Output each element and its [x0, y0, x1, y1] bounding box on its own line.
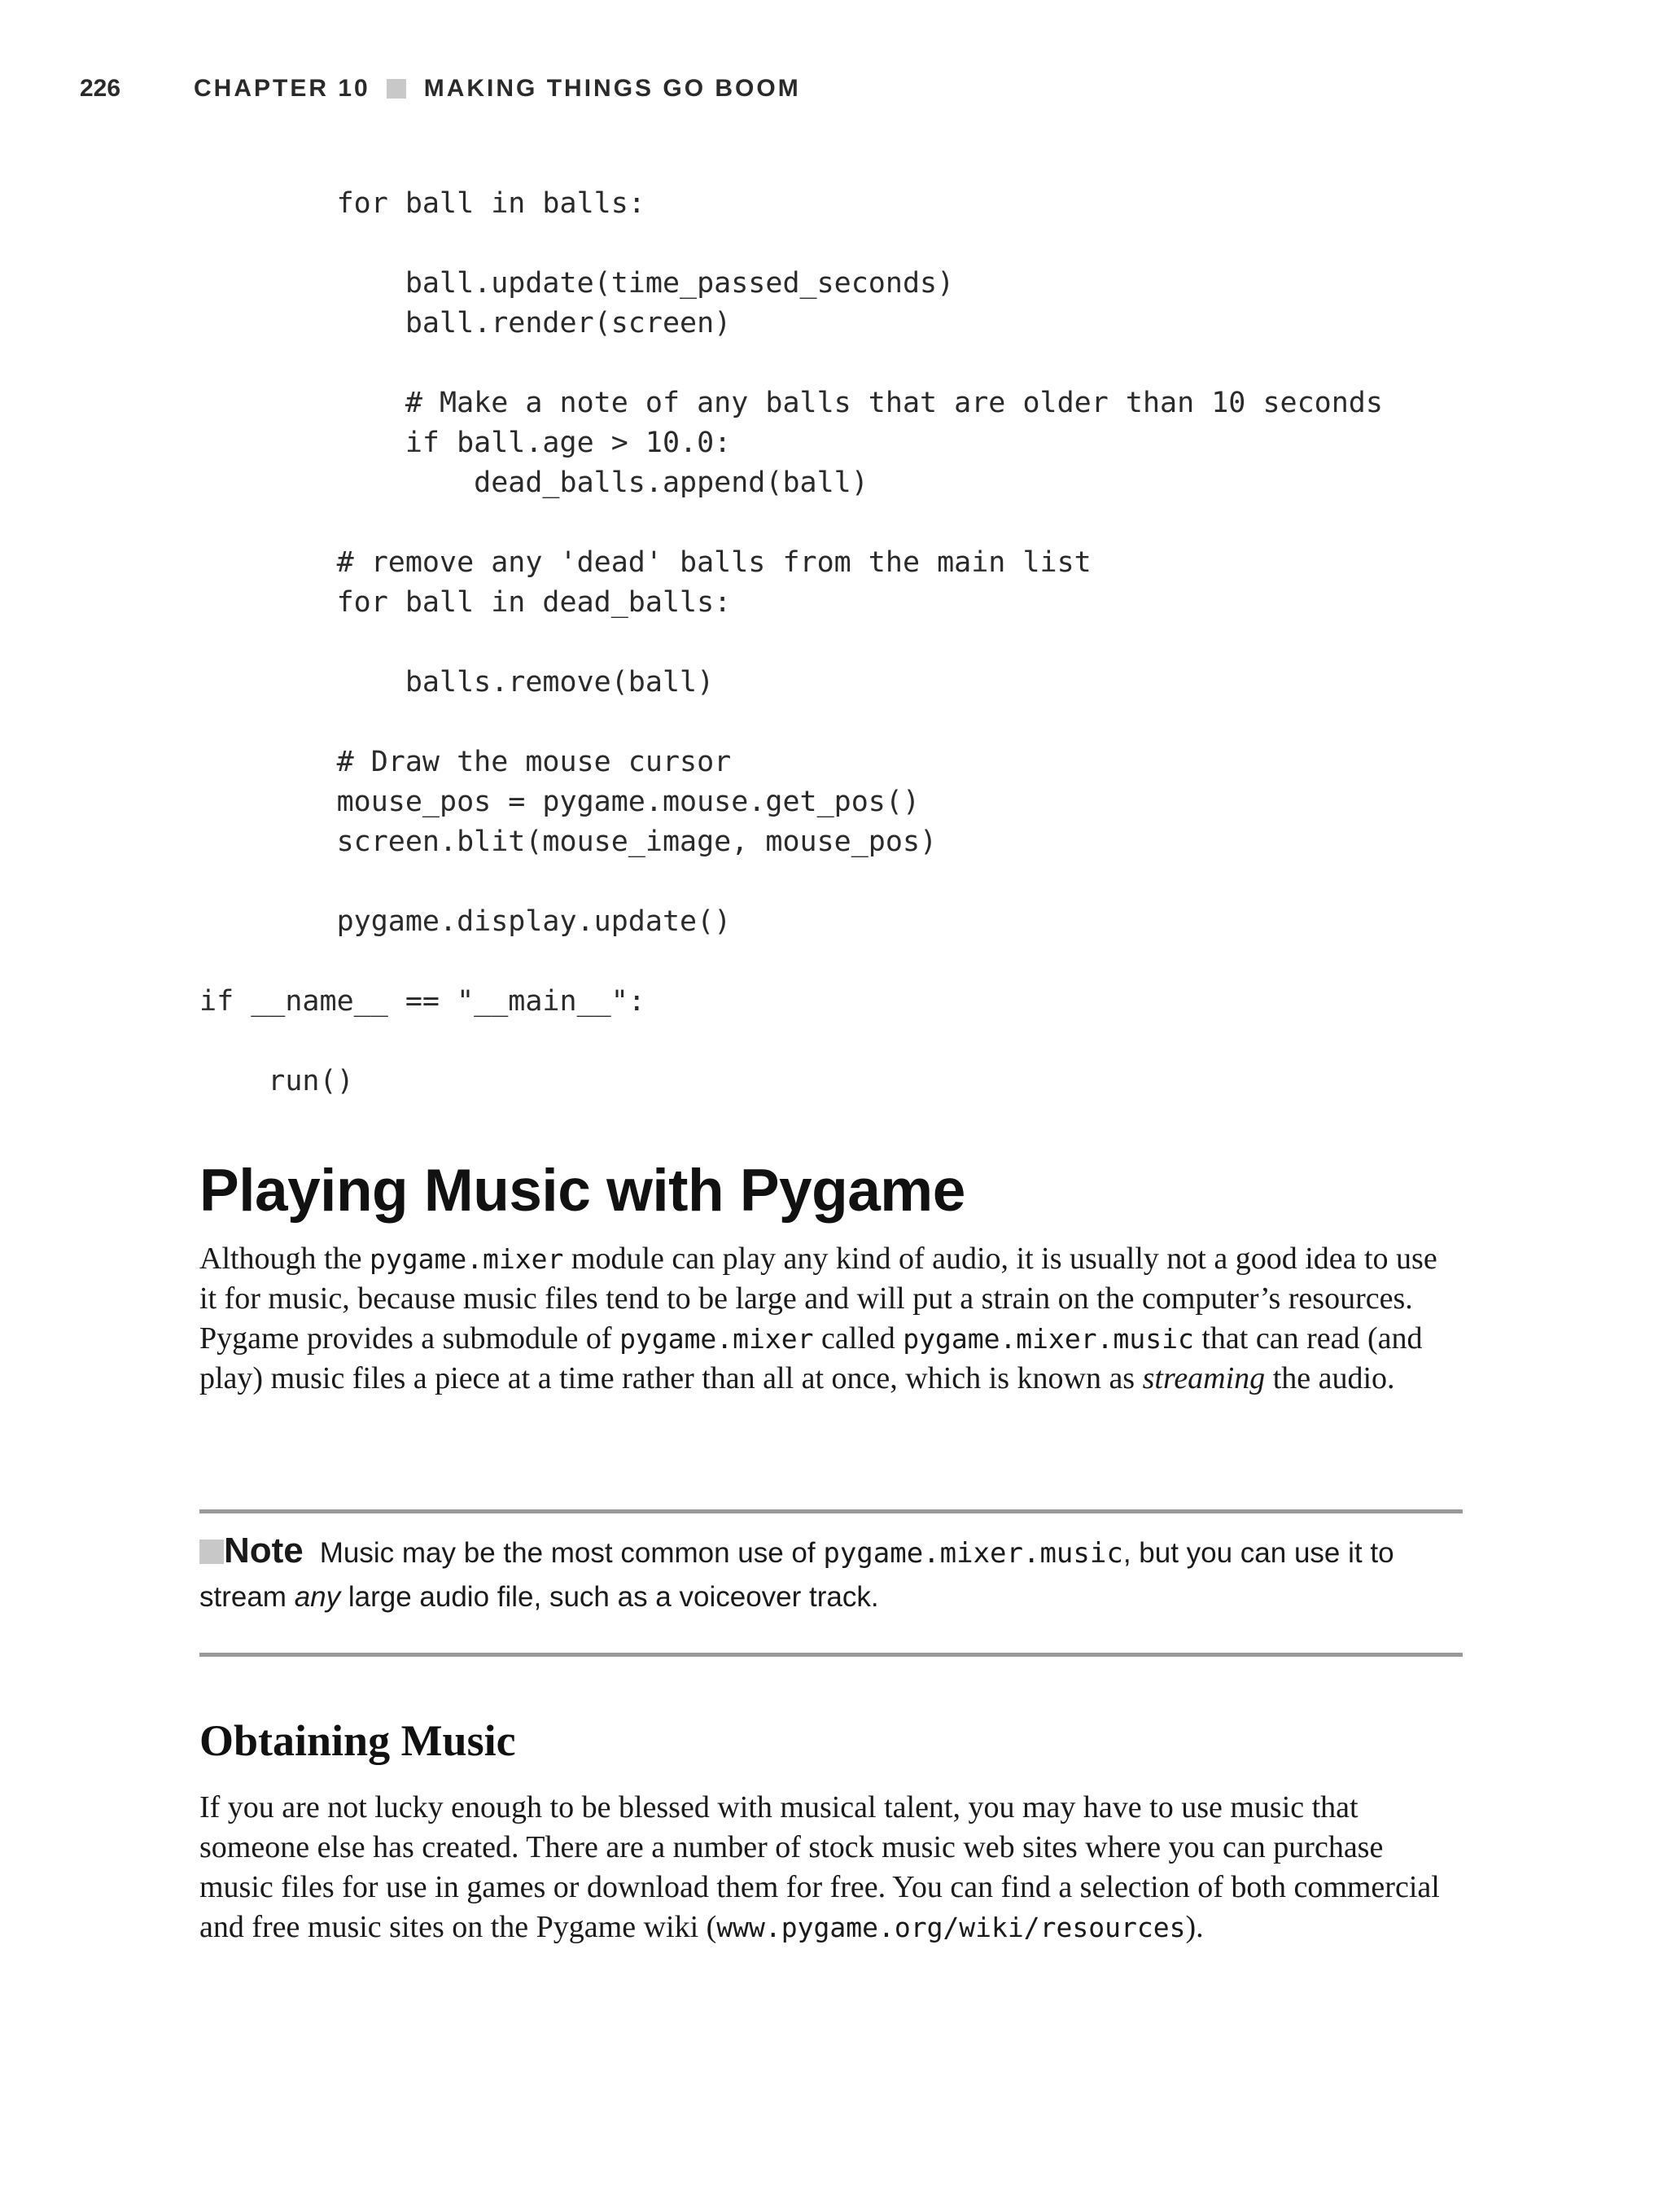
note-top-rule: [199, 1509, 1463, 1513]
text-run: called: [813, 1321, 904, 1356]
code-line: # remove any 'dead' balls from the main list: [199, 546, 1092, 579]
code-listing: [199, 184, 1383, 1102]
subsection-paragraph: [199, 1788, 1461, 1947]
inline-code: pygame.mixer.music: [903, 1323, 1194, 1355]
inline-code: pygame.mixer: [369, 1243, 564, 1275]
code-line: [199, 623, 1383, 663]
text-run: that can read (and play) music files a piece at a time rather than all at once, which is known as: [199, 1321, 1423, 1395]
code-line: for ball in dead_balls:: [199, 586, 732, 619]
running-head: [80, 75, 801, 103]
code-line: [199, 862, 1383, 902]
emphasis: streaming: [1142, 1361, 1266, 1395]
code-line: if ball.age > 10.0:: [199, 427, 732, 459]
inline-code: pygame.mixer.music: [823, 1537, 1123, 1570]
note-box: [199, 1529, 1469, 1618]
code-line: if __name__ == "__main__":: [199, 985, 645, 1018]
code-line: dead_balls.append(ball): [199, 466, 869, 499]
code-line: balls.remove(ball): [199, 666, 715, 699]
inline-code: pygame.mixer: [619, 1323, 814, 1355]
code-line: [199, 703, 1383, 742]
note-square-icon: [199, 1540, 224, 1564]
text-run: Music may be the most common use of: [319, 1537, 824, 1569]
emphasis: any: [294, 1581, 341, 1613]
note-label: Note: [224, 1531, 304, 1570]
code-line: ball.update(time_passed_seconds): [199, 267, 955, 300]
code-line: [199, 503, 1383, 543]
chapter-title: MAKING THINGS GO BOOM: [423, 75, 801, 102]
page-number: 226: [80, 75, 121, 102]
code-line: [199, 1022, 1383, 1062]
text-run: large audio file, such as a voiceover track.: [340, 1581, 879, 1613]
section-paragraph: [199, 1239, 1461, 1399]
code-line: [199, 224, 1383, 264]
code-line: pygame.display.update(): [199, 905, 732, 938]
code-line: mouse_pos = pygame.mouse.get_pos(): [199, 786, 921, 818]
code-line: run(): [199, 1065, 354, 1097]
code-line: [199, 942, 1383, 982]
section-heading: Playing Music with Pygame: [199, 1158, 965, 1224]
chapter-number: CHAPTER 10: [194, 75, 370, 102]
square-bullet-icon: [387, 79, 406, 99]
text-run: , but you can use it to stream: [199, 1537, 1394, 1613]
text-run: module can play any kind of audio, it is usually not a good idea to use it for music, because music files tend to be large and will put a strain on the computer’s resources. Pygame provides a submodule of: [199, 1242, 1437, 1356]
inline-code-url: www.pygame.org/wiki/resources: [716, 1912, 1186, 1943]
text-run: Although the: [199, 1242, 370, 1276]
code-line: # Draw the mouse cursor: [199, 746, 732, 778]
code-line: screen.blit(mouse_image, mouse_pos): [199, 826, 938, 858]
code-line: for ball in balls:: [199, 187, 645, 220]
code-line: ball.render(screen): [199, 307, 732, 339]
text-run: the audio.: [1265, 1361, 1395, 1395]
note-bottom-rule: [199, 1653, 1463, 1657]
code-line: [199, 344, 1383, 383]
subsection-heading: Obtaining Music: [199, 1716, 516, 1765]
text-run: If you are not lucky enough to be blessed with musical talent, you may have to use music that someone else has created. There are a number of stock music web sites where you can purchase music files for use in games or download them for free. You can find a selection of both commercial and free music sites on the Pygame wiki (: [199, 1790, 1440, 1944]
code-line: # Make a note of any balls that are older than 10 seconds: [199, 387, 1383, 419]
text-run: ).: [1185, 1910, 1204, 1944]
